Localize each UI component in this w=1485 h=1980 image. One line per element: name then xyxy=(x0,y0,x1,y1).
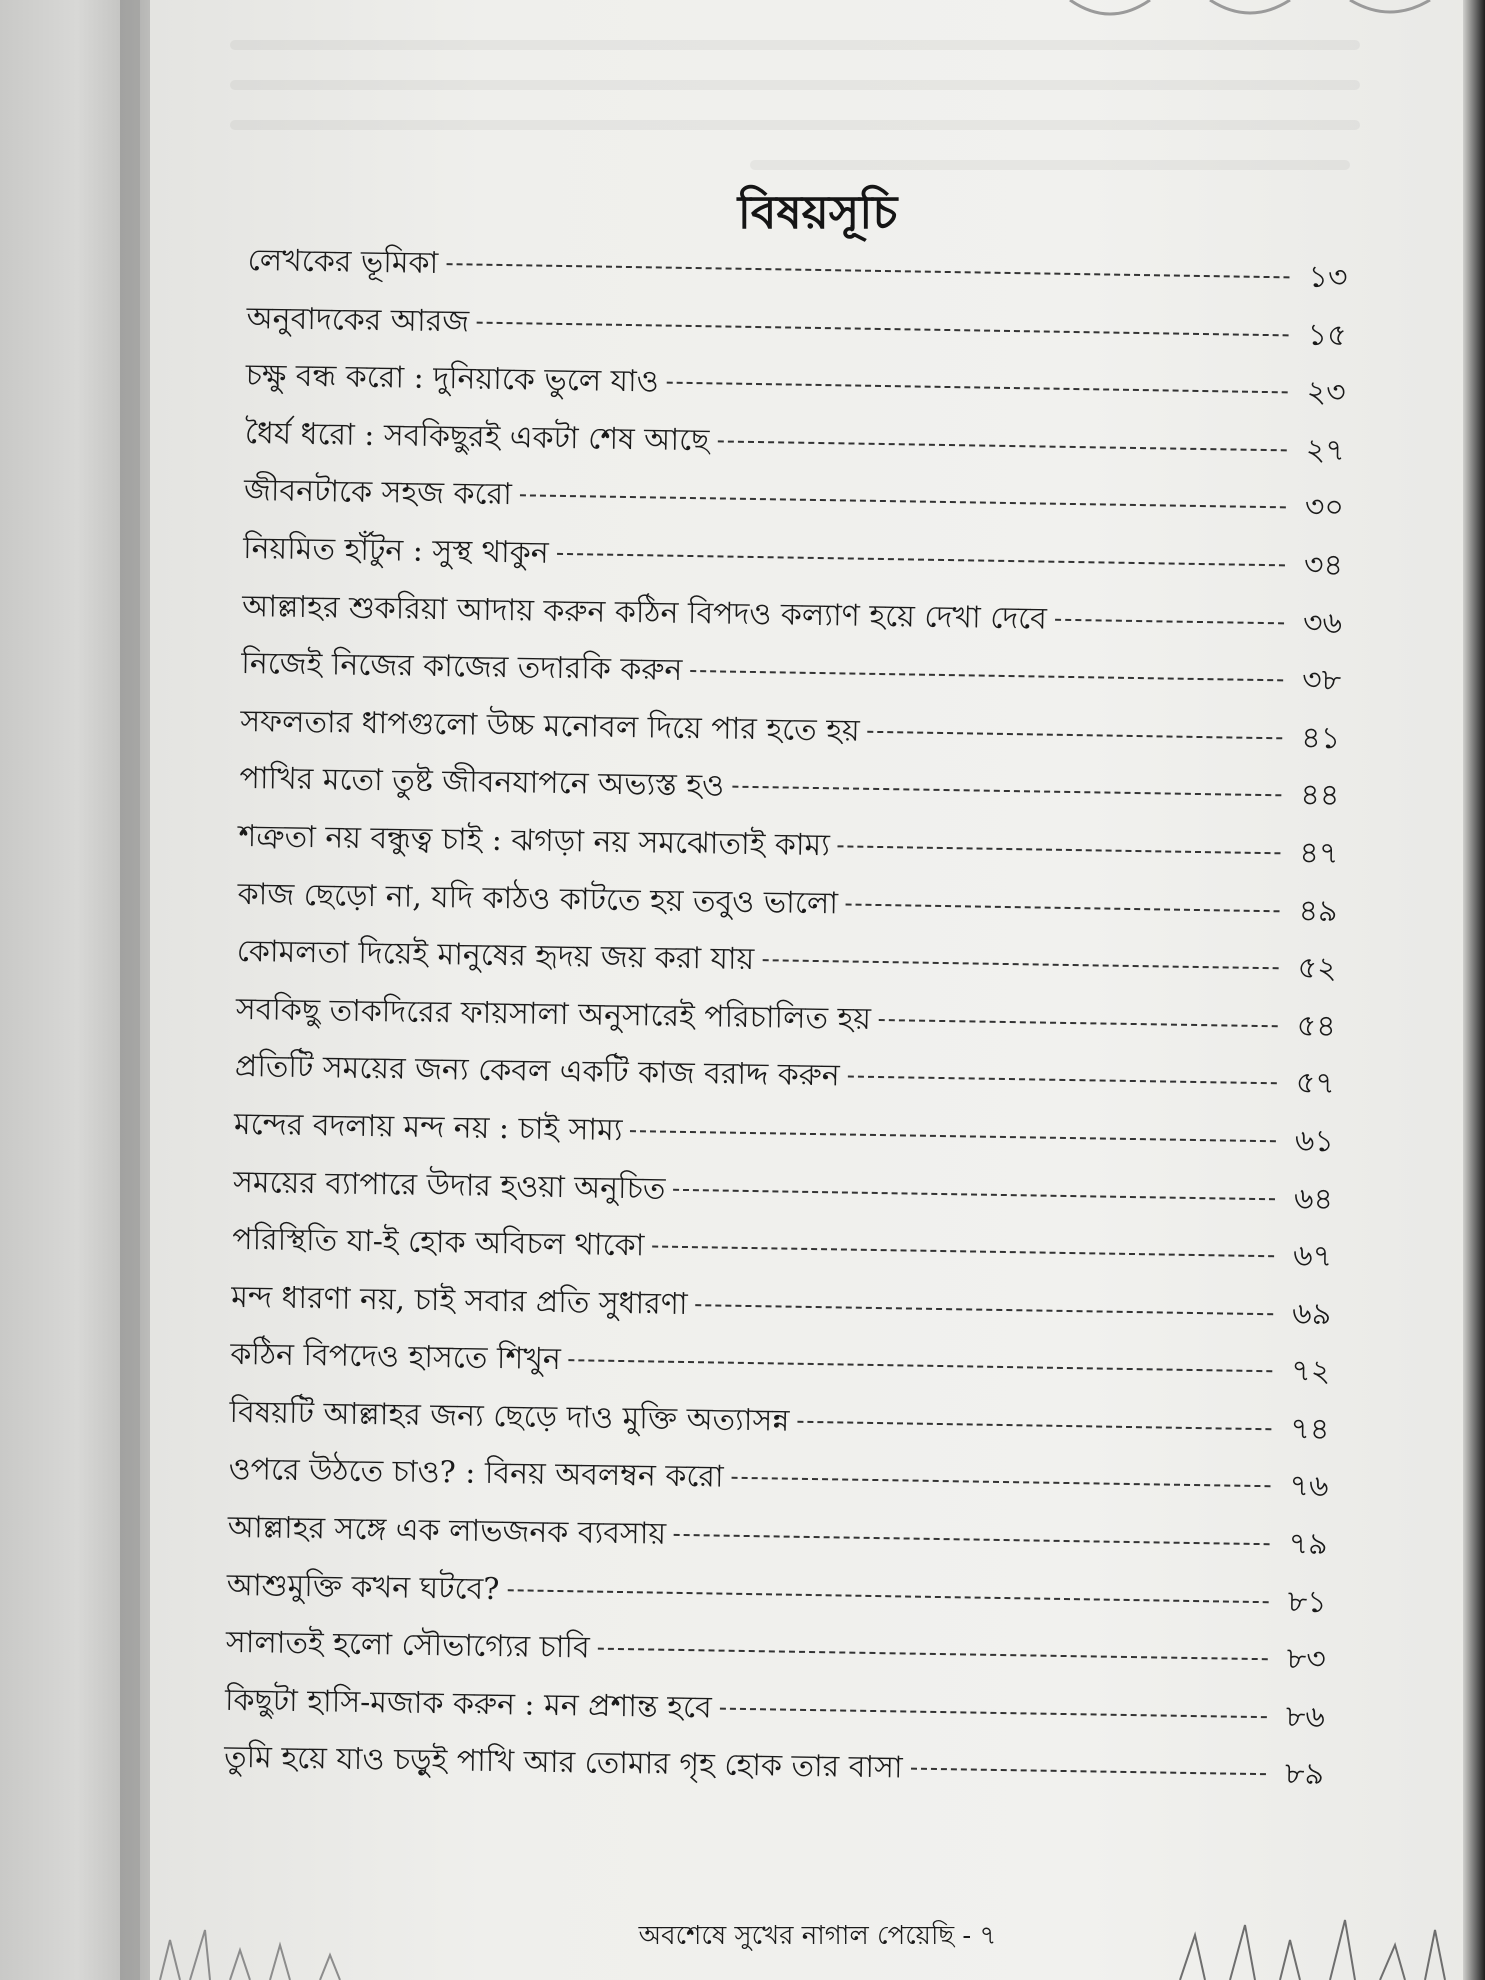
table-of-contents xyxy=(224,236,1348,1808)
toc-entry-page: ৬৯ xyxy=(1291,1296,1332,1332)
top-floral-ornament-icon xyxy=(1050,0,1470,30)
toc-entry-page: ৪৯ xyxy=(1298,893,1338,929)
dot-leader xyxy=(446,263,1289,278)
toc-entry-page: ১৫ xyxy=(1307,317,1347,353)
toc-entry-title: সময়ের ব্যাপারে উদার হওয়া অনুচিত xyxy=(232,1164,666,1207)
toc-entry-page: ৮৯ xyxy=(1284,1756,1325,1793)
left-page-edge xyxy=(0,0,140,1980)
right-page-shadow xyxy=(1463,0,1485,1980)
toc-entry-title: আল্লাহর শুকরিয়া আদায় করুন কঠিন বিপদও কল্যাণ হয়ে দেখা দেবে xyxy=(241,588,1048,637)
dot-leader xyxy=(848,1076,1277,1085)
toc-entry-title: বিষয়টি আল্লাহর জন্য ছেড়ে দাও মুক্তি অত্যাসন্ন xyxy=(229,1394,790,1439)
toc-entry-page: ৩০ xyxy=(1304,490,1345,526)
dot-leader xyxy=(557,553,1285,566)
toc-entry-page: ৮৩ xyxy=(1286,1641,1327,1678)
toc-entry-page: ৪৭ xyxy=(1299,835,1339,872)
book-page xyxy=(150,0,1485,1980)
toc-entry-page: ৬৭ xyxy=(1292,1238,1333,1275)
toc-entry-title: কাজ ছেড়ো না, যদি কাঠও কাটতে হয় তবুও ভালো xyxy=(237,876,839,921)
toc-entry-title: ওপরে উঠতে চাও? : বিনয় অবলম্বন করো xyxy=(228,1452,724,1496)
dot-leader xyxy=(868,731,1283,740)
toc-entry-page: ৫৪ xyxy=(1296,1008,1336,1044)
toc-entry-page: ৬১ xyxy=(1294,1123,1335,1160)
toc-entry-page: ৩৪ xyxy=(1303,547,1344,584)
toc-entry-page: ৮১ xyxy=(1287,1584,1327,1620)
dot-leader xyxy=(477,321,1288,336)
toc-entry-page: ৭২ xyxy=(1291,1353,1331,1390)
toc-entry-page: ৫৭ xyxy=(1295,1065,1336,1102)
dot-leader xyxy=(569,1359,1272,1372)
toc-entry-title: সালাতই হলো সৌভাগ্যের চাবি xyxy=(225,1625,591,1666)
toc-entry-title: মন্দের বদলায় মন্দ নয় : চাই সাম্য xyxy=(233,1106,623,1148)
toc-entry-title: অনুবাদকের আরজ xyxy=(246,300,470,340)
toc-entry-page: ৪১ xyxy=(1301,720,1341,756)
toc-entry-title: তুমি হয়ে যাও চড়ুই পাখি আর তোমার গৃহ হোক তার বাসা xyxy=(223,1740,903,1786)
toc-entry-page: ৭৬ xyxy=(1289,1468,1329,1505)
toc-entry-page: ৩৬ xyxy=(1302,605,1343,641)
dot-leader xyxy=(717,440,1286,451)
dot-leader xyxy=(1055,618,1284,624)
bleed-through-line xyxy=(750,160,1350,170)
toc-entry-page: ৭৯ xyxy=(1288,1526,1328,1563)
toc-entry-page: ৩৮ xyxy=(1301,662,1342,699)
toc-entry-title: লেখকের ভূমিকা xyxy=(247,242,439,281)
dot-leader xyxy=(520,495,1286,509)
dot-leader xyxy=(846,903,1280,912)
dot-leader xyxy=(507,1589,1268,1603)
toc-entry-title: প্রতিটি সময়ের জন্য কেবল একটি কাজ বরাদ্দ করুন xyxy=(234,1049,840,1094)
dot-leader xyxy=(673,1188,1275,1199)
toc-entry-page: ৭৪ xyxy=(1290,1411,1330,1448)
bleed-through-line xyxy=(230,40,1360,50)
dot-leader xyxy=(720,1707,1267,1718)
toc-entry-title: সফলতার ধাপগুলো উচ্চ মনোবল দিয়ে পার হতে হয় xyxy=(240,703,860,749)
dot-leader xyxy=(696,1304,1274,1315)
toc-entry-page: ৫২ xyxy=(1297,950,1337,987)
bleed-through-line xyxy=(230,120,1360,130)
toc-entry-title: পরিস্থিতি যা-ই হোক অবিচল থাকো xyxy=(231,1221,645,1264)
dot-leader xyxy=(838,845,1281,854)
toc-entry-page: ৪৪ xyxy=(1300,777,1340,814)
page-title: বিষয়সূচি xyxy=(737,185,898,239)
toc-entry-title: আল্লাহর সঙ্গে এক লাভজনক ব্যবসায় xyxy=(227,1509,667,1552)
dot-leader xyxy=(667,382,1288,394)
dot-leader xyxy=(911,1768,1266,1776)
dot-leader xyxy=(652,1246,1274,1258)
dot-leader xyxy=(797,1421,1271,1430)
toc-entry-title: মন্দ ধারণা নয়, চাই সবার প্রতি সুধারণা xyxy=(231,1279,688,1322)
toc-entry-title: নিজেই নিজের কাজের তদারকি করুন xyxy=(241,646,683,689)
toc-entry-page: ৬৪ xyxy=(1293,1181,1334,1217)
toc-entry-title: কিছুটা হাসি-মজাক করুন : মন প্রশান্ত হবে xyxy=(224,1682,713,1726)
dot-leader xyxy=(630,1130,1275,1142)
toc-entry-page: ২৩ xyxy=(1306,374,1346,411)
dot-leader xyxy=(732,786,1281,797)
toc-entry-page: ১৩ xyxy=(1308,259,1348,296)
dot-leader xyxy=(762,959,1278,969)
toc-entry-title: কঠিন বিপদেও হাসতে শিখুন xyxy=(230,1337,562,1378)
bleed-through-line xyxy=(230,80,1360,90)
dot-leader xyxy=(674,1534,1270,1545)
toc-entry-title: ধৈর্য ধরো : সবকিছুরই একটা শেষ আছে xyxy=(244,415,710,459)
dot-leader xyxy=(732,1477,1271,1487)
toc-entry-title: নিয়মিত হাঁটুন : সুস্থ থাকুন xyxy=(242,530,549,571)
dot-leader xyxy=(690,670,1283,681)
toc-entry-title: পাখির মতো তুষ্ট জীবনযাপনে অভ্যস্ত হও xyxy=(239,761,725,804)
toc-entry-title: জীবনটাকে সহজ করো xyxy=(243,473,513,513)
toc-entry-title: কোমলতা দিয়েই মানুষের হৃদয় জয় করা যায় xyxy=(236,934,755,978)
toc-entry-title: চক্ষু বন্ধ করো : দুনিয়াকে ভুলে যাও xyxy=(245,358,660,400)
toc-entry-page: ৮৬ xyxy=(1285,1699,1326,1735)
page-footer: অবশেষে সুখের নাগাল পেয়েছি - ৭ xyxy=(638,1921,997,1951)
toc-entry-title: শত্রুতা নয় বন্ধুত্ব চাই : ঝগড়া নয় সমঝোতাই কাম্য xyxy=(238,818,831,864)
toc-entry-title: সবকিছু তাকদিরের ফায়সালা অনুসারেই পরিচালিত হয় xyxy=(235,991,872,1037)
dot-leader xyxy=(879,1019,1278,1027)
toc-entry-page: ২৭ xyxy=(1305,432,1346,469)
dot-leader xyxy=(598,1648,1268,1661)
toc-entry-title: আশুমুক্তি কখন ঘটবে? xyxy=(226,1567,500,1607)
